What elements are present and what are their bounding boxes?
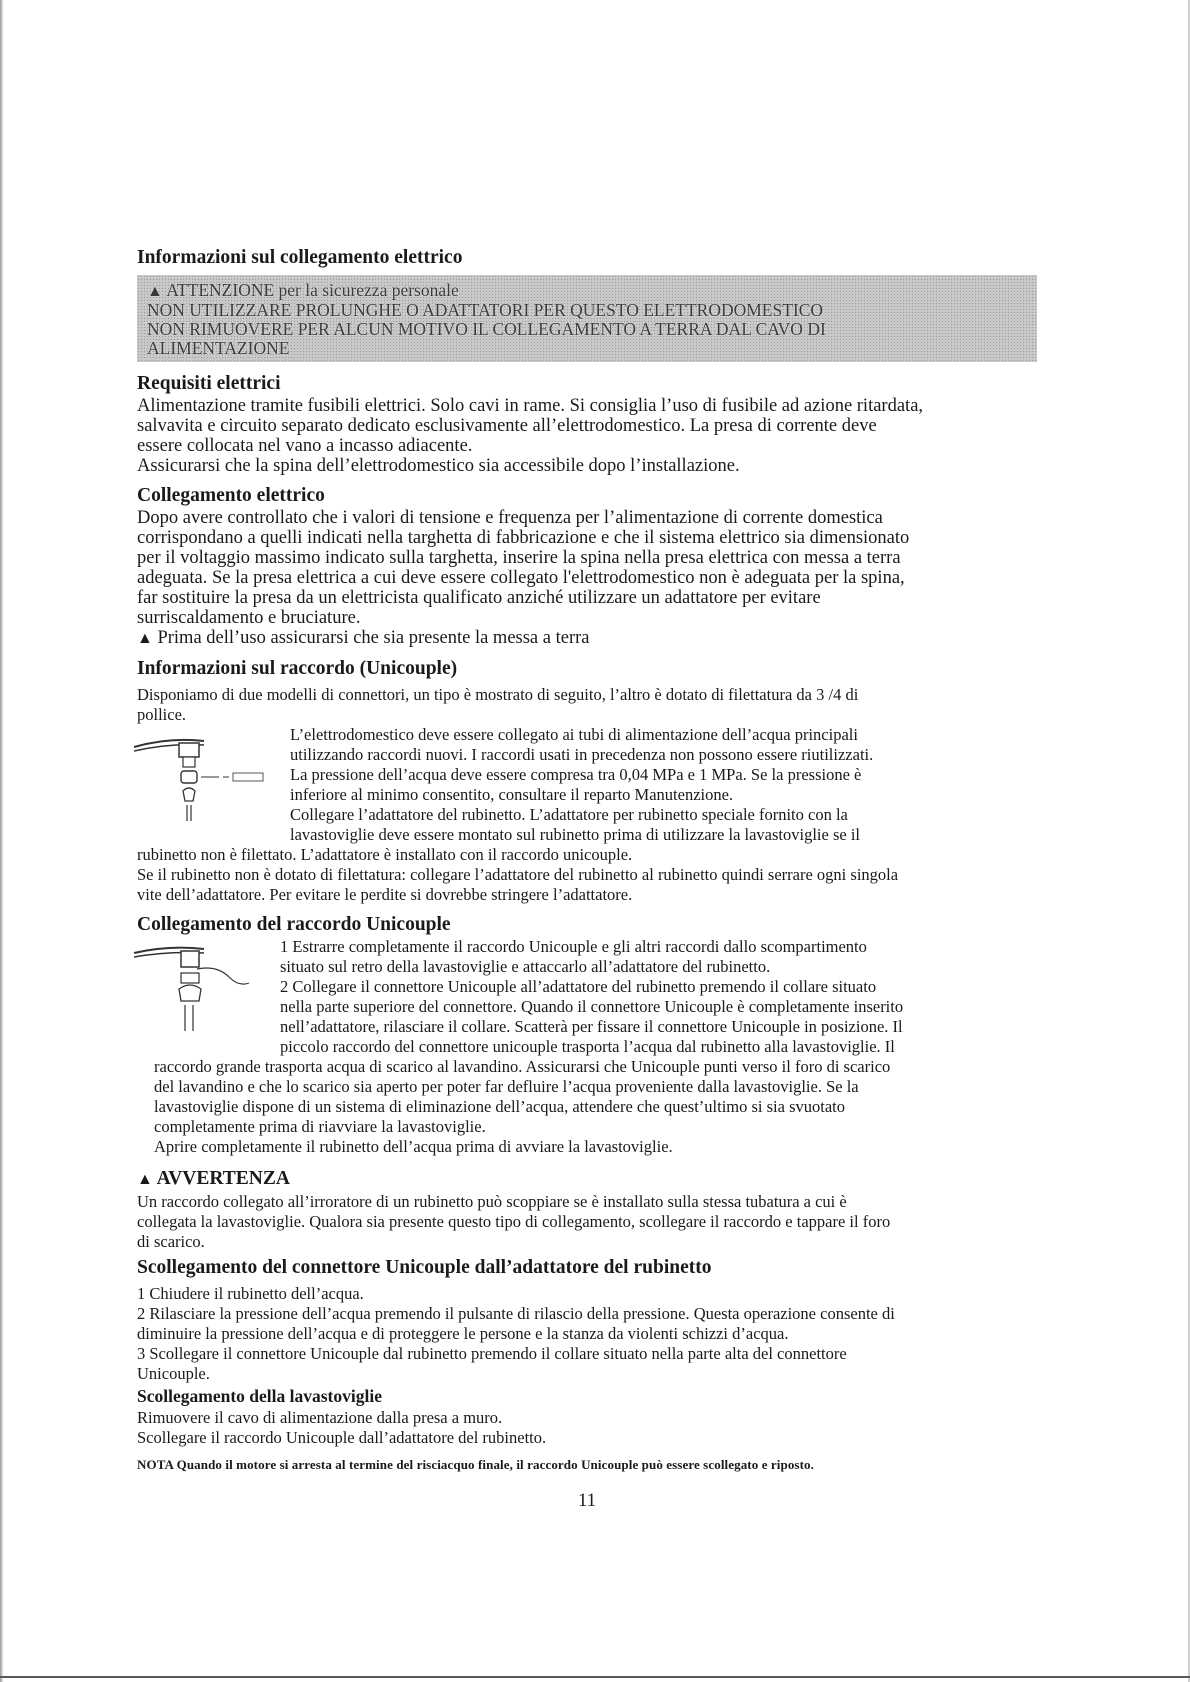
paragraph-line: di scarico. xyxy=(137,1232,205,1251)
warning-triangle-icon: ▲ xyxy=(147,283,163,300)
step-line: Aprire completamente il rubinetto dell’acqua prima di avviare la lavastoviglie. xyxy=(154,1137,673,1156)
warning-triangle-icon: ▲ xyxy=(137,630,153,647)
paragraph-line: La pressione dell’acqua deve essere compresa tra 0,04 MPa e 1 MPa. Se la pressione è xyxy=(290,765,862,784)
warning-line: NON RIMUOVERE PER ALCUN MOTIVO IL COLLEGAMENTO A TERRA DAL CAVO DI xyxy=(147,319,826,339)
paragraph-line: rubinetto non è filettato. L’adattatore è installato con il raccordo unicouple. xyxy=(137,845,633,864)
warning-line: NON UTILIZZARE PROLUNGHE O ADATTATORI PER QUESTO ELETTRODOMESTICO xyxy=(147,300,824,320)
section-title-avvertenza: ▲ AVVERTENZA xyxy=(137,1168,290,1189)
paragraph-line: lavastoviglie deve essere montato sul rubinetto prima di utilizzare la lavastoviglie se il xyxy=(290,825,860,844)
scan-edge-left xyxy=(0,0,3,1682)
paragraph-line: Rimuovere il cavo di alimentazione dalla presa a muro. xyxy=(137,1408,503,1427)
paragraph-line: Dopo avere controllato che i valori di tensione e frequenza per l’alimentazione di corrente domestica xyxy=(137,508,883,528)
step-line: del lavandino e che lo scarico sia aperto per poter far defluire l’acqua proveniente dalla lavastoviglie. Se la xyxy=(154,1077,859,1096)
unicouple-connector-icon xyxy=(129,939,269,1039)
step-line: 1 Chiudere il rubinetto dell’acqua. xyxy=(137,1284,364,1303)
paragraph-line: adeguata. Se la presa elettrica a cui deve essere collegato l'elettrodomestico non è adeguata per la spina, xyxy=(137,568,905,588)
section-title-raccordo-info: Informazioni sul raccordo (Unicouple) xyxy=(137,658,458,679)
step-line: 2 Rilasciare la pressione dell’acqua premendo il pulsante di rilascio della pressione. Questa operazione consente di xyxy=(137,1304,895,1323)
section-title-collegamento: Collegamento elettrico xyxy=(137,485,325,506)
paragraph-line: surriscaldamento e bruciature. xyxy=(137,608,361,628)
figure-text-block xyxy=(137,725,1037,845)
warning-triangle-icon: ▲ xyxy=(137,1171,153,1188)
step-line: nella parte superiore del connettore. Quando il connettore Unicouple è completamente inserito xyxy=(280,997,904,1016)
paragraph-line: pollice. xyxy=(137,705,187,724)
step-line: diminuire la pressione dell’acqua e di proteggere le persone e la stanza da violenti schizzi d’acqua. xyxy=(137,1324,789,1343)
paragraph-line: Scollegare il raccordo Unicouple dall’adattatore del rubinetto. xyxy=(137,1428,547,1447)
paragraph-line: essere collocata nel vano a incasso adiacente. xyxy=(137,436,473,456)
paragraph-line: Se il rubinetto non è dotato di filettatura: collegare l’adattatore del rubinetto al rubinetto quindi serrare ogni singola xyxy=(137,865,899,884)
paragraph-line: inferiore al minimo consentito, consultare il reparto Manutenzione. xyxy=(290,785,734,804)
section-title-scollegamento-connettore: Scollegamento del connettore Unicouple dall’adattatore del rubinetto xyxy=(137,1257,712,1278)
figure-text-block xyxy=(137,937,1037,1057)
section-title-collegamento-raccordo: Collegamento del raccordo Unicouple xyxy=(137,914,451,935)
paragraph-line: Assicurarsi che la spina dell’elettrodomestico sia accessibile dopo l’installazione. xyxy=(137,456,740,476)
step-line: 3 Scollegare il connettore Unicouple dal rubinetto premendo il collare situato nella parte alta del connettore xyxy=(137,1344,847,1363)
paragraph-line: Un raccordo collegato all’irroratore di un rubinetto può scoppiare se è installato sulla stessa tubatura a cui è xyxy=(137,1192,847,1211)
warning-line: ALIMENTAZIONE xyxy=(147,338,290,358)
step-line: completamente prima di riavviare la lavastoviglie. xyxy=(154,1117,486,1136)
manual-page xyxy=(137,246,1037,1511)
step-line: Unicouple. xyxy=(137,1364,210,1383)
page-number: 11 xyxy=(577,1490,597,1511)
step-line: raccordo grande trasporta acqua di scarico al lavandino. Assicurarsi che Unicouple punti verso il foro di scarico xyxy=(154,1057,891,1076)
warning-line: ▲ ATTENZIONE per la sicurezza personale xyxy=(147,280,459,300)
paragraph-line: utilizzando raccordi nuovi. I raccordi usati in precedenza non possono essere riutilizzati. xyxy=(290,745,874,764)
section-title-electrical: Informazioni sul collegamento elettrico xyxy=(137,247,463,268)
paragraph-line: Collegare l’adattatore del rubinetto. L’adattatore per rubinetto speciale fornito con la xyxy=(290,805,848,824)
section-title-requisiti: Requisiti elettrici xyxy=(137,373,281,394)
step-line: lavastoviglie dispone di un sistema di eliminazione dell’acqua, attendere che quest’ultimo si sia svuotato xyxy=(154,1097,845,1116)
paragraph-line: collegata la lavastoviglie. Qualora sia presente questo tipo di collegamento, scollegare il raccordo e tappare il foro xyxy=(137,1212,891,1231)
note-line: NOTA Quando il motore si arresta al termine del risciacquo finale, il raccordo Unicouple può essere scollegato e riposto. xyxy=(137,1457,814,1472)
ground-warning-line: ▲ Prima dell’uso assicurarsi che sia presente la messa a terra xyxy=(137,628,590,648)
step-line: nell’adattatore, rilasciare il collare. Scatterà per fissare il connettore Unicouple in posizione. Il xyxy=(280,1017,903,1036)
faucet-adapter-icon xyxy=(129,727,269,827)
paragraph-line: L’elettrodomestico deve essere collegato ai tubi di alimentazione dell’acqua principali xyxy=(290,725,858,744)
paragraph-line: Alimentazione tramite fusibili elettrici. Solo cavi in rame. Si consiglia l’uso di fusibile ad azione ritardata, xyxy=(137,396,924,416)
step-line: 2 Collegare il connettore Unicouple all’adattatore del rubinetto premendo il collare situato xyxy=(280,977,877,996)
scan-bottom-rule xyxy=(0,1676,1190,1678)
step-line: piccolo raccordo del connettore unicouple trasporta l’acqua dal rubinetto alla lavastoviglie. Il xyxy=(280,1037,895,1056)
paragraph-line: corrispondano a quelli indicati nella targhetta di fabbricazione e che il sistema elettrico sia dimensionato xyxy=(137,528,910,548)
paragraph-line: far sostituire la presa da un elettricista qualificato anziché utilizzare un adattatore per evitare xyxy=(137,588,821,608)
paragraph-line: Disponiamo di due modelli di connettori, un tipo è mostrato di seguito, l’altro è dotato di filettatura da 3 /4 di xyxy=(137,685,859,704)
step-line: situato sul retro della lavastoviglie e attaccarlo all’adattatore del rubinetto. xyxy=(280,957,771,976)
section-title-scollegamento-lavastoviglie: Scollegamento della lavastoviglie xyxy=(137,1386,382,1406)
paragraph-line: salvavita e circuito separato dedicato esclusivamente all’elettrodomestico. La presa di corrente deve xyxy=(137,416,877,436)
step-line: 1 Estrarre completamente il raccordo Unicouple e gli altri raccordi dallo scompartimento xyxy=(280,937,867,956)
paragraph-line: per il voltaggio massimo indicato sulla targhetta, inserire la spina nella presa elettrica con messa a terra xyxy=(137,548,901,568)
safety-warning-box xyxy=(137,275,1037,362)
paragraph-line: vite dell’adattatore. Per evitare le perdite si dovrebbe stringere l’adattatore. xyxy=(137,885,633,904)
